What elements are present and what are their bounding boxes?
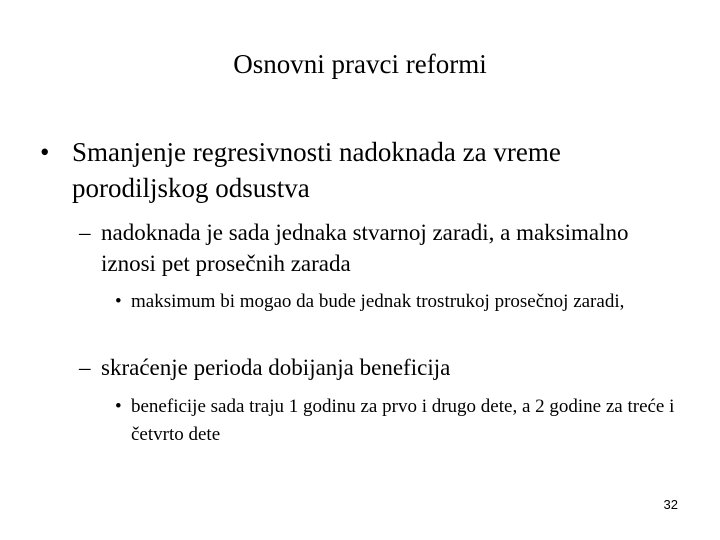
page-number: 32 <box>663 497 678 512</box>
sub-sub-point-text: beneficije sada traju 1 godinu za prvo i drugo dete, a 2 godine za treće i četvrto dete <box>131 396 675 445</box>
bullet-icon: • <box>40 137 50 167</box>
bullet-icon: • <box>115 396 122 417</box>
sub-point <box>79 217 679 279</box>
dash-icon: – <box>79 220 91 245</box>
sub-point-text: nadoknada je sada jednaka stvarnoj zaradi, a maksimalno iznosi pet prosečnih zarada <box>101 220 629 276</box>
sub-point <box>79 352 679 383</box>
bullet-point-text: Smanjenje regresivnosti nadoknada za vreme porodiljskog odsustva <box>72 137 561 203</box>
sub-sub-point <box>115 288 695 316</box>
sub-point-text: skraćenje perioda dobijanja beneficija <box>101 355 451 380</box>
sub-sub-point-text: maksimum bi mogao da bude jednak trostrukoj prosečnoj zaradi, <box>131 291 625 312</box>
dash-icon: – <box>79 355 91 380</box>
bullet-point <box>40 134 680 206</box>
slide-title: Osnovni pravci reformi <box>233 49 487 79</box>
sub-sub-point <box>115 393 695 449</box>
bullet-icon: • <box>115 291 122 312</box>
